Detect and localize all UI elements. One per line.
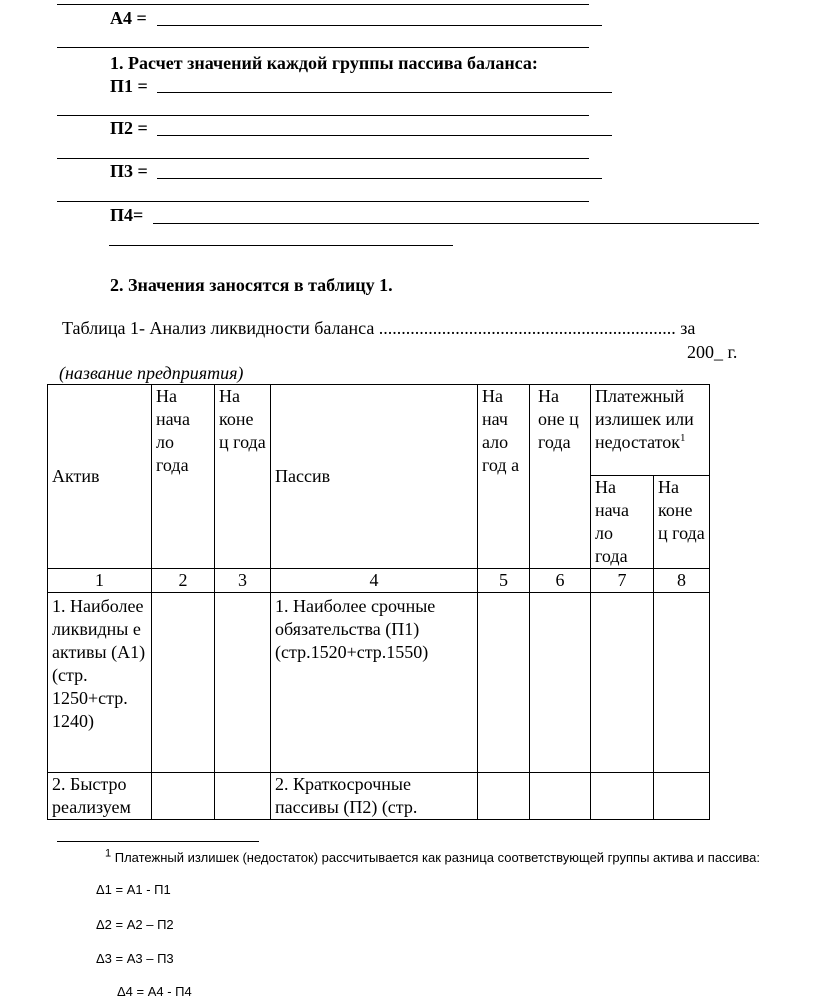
header-passive: Пассив [271, 385, 478, 569]
header-surplus-end: На коне ц года [654, 476, 710, 569]
col-number-4: 4 [271, 569, 478, 593]
enterprise-name-hint: (название предприятия) [59, 363, 244, 383]
rule-after-p3 [57, 201, 589, 202]
table-row [48, 593, 710, 773]
header-end-year-passive: На оне ц года [530, 385, 591, 569]
row1-cell-7[interactable] [591, 593, 654, 773]
row2-cell-6[interactable] [530, 773, 591, 820]
header-end-year: На коне ц года [215, 385, 271, 569]
footnote-ref: 1 [679, 432, 686, 444]
footnote-delta-1: Δ1 = А1 - П1 [96, 882, 171, 897]
col-number-7: 7 [591, 569, 654, 593]
formula-a4-label: А4 = [110, 8, 147, 28]
footnote-separator [57, 841, 259, 842]
formula-p3-blank [157, 178, 602, 179]
heading-table-entry: 2. Значения заносятся в таблицу 1. [110, 275, 393, 295]
row1-active: 1. Наиболее ликвидны е активы (А1) (стр. 1250+стр. 1240) [48, 593, 152, 773]
liquidity-table [47, 384, 710, 820]
formula-p2-blank [157, 135, 612, 136]
row2-active: 2. Быстро реализуем [48, 773, 152, 820]
footnote-delta-4: Δ4 = А4 - П4 [117, 984, 192, 999]
table-caption: Таблица 1- Анализ ликвидности баланса .................................................................. за [62, 318, 696, 338]
formula-p3-label: П3 = [110, 161, 148, 181]
row1-cell-3[interactable] [215, 593, 271, 773]
footnote-body: Платежный излишек (недостаток) рассчитывается как разница соответствующей группы актива и пассива: [111, 850, 760, 865]
header-active: Актив [48, 385, 152, 569]
footnote-text [105, 847, 760, 865]
header-start-year: На нача ло года [152, 385, 215, 569]
row2-cell-8[interactable] [654, 773, 710, 820]
col-number-8: 8 [654, 569, 710, 593]
formula-p4-blank [153, 223, 759, 224]
row2-cell-2[interactable] [152, 773, 215, 820]
header-surplus [591, 385, 710, 476]
footnote-delta-3: Δ3 = А3 – П3 [96, 951, 174, 966]
formula-p4-label: П4= [110, 205, 144, 225]
col-number-2: 2 [152, 569, 215, 593]
formula-p1-blank [157, 92, 612, 93]
table-row [48, 773, 710, 820]
header-surplus-text: Платежный излишек или недостаток [595, 386, 694, 452]
table-caption-year: 200_ г. [687, 342, 738, 362]
row2-cell-7[interactable] [591, 773, 654, 820]
formula-p1-label: П1 = [110, 76, 148, 96]
row1-cell-6[interactable] [530, 593, 591, 773]
col-number-3: 3 [215, 569, 271, 593]
rule-after-p1 [57, 115, 589, 116]
row1-cell-8[interactable] [654, 593, 710, 773]
formula-p4-blank-2 [109, 245, 453, 246]
row2-cell-3[interactable] [215, 773, 271, 820]
footnote-delta-2: Δ2 = А2 – П2 [96, 917, 174, 932]
row1-passive: 1. Наиболее срочные обязательства (П1) (стр.1520+стр.1550) [271, 593, 478, 773]
rule-after-a4 [57, 47, 589, 48]
row1-cell-2[interactable] [152, 593, 215, 773]
formula-p2-label: П2 = [110, 118, 148, 138]
col-number-1: 1 [48, 569, 152, 593]
header-start-year-passive: На нач ало год а [478, 385, 530, 569]
rule-after-p2 [57, 158, 589, 159]
header-surplus-start: На нача ло года [591, 476, 654, 569]
row2-cell-5[interactable] [478, 773, 530, 820]
row1-cell-5[interactable] [478, 593, 530, 773]
row2-passive: 2. Краткосрочные пассивы (П2) (стр. [271, 773, 478, 820]
col-number-6: 6 [530, 569, 591, 593]
col-number-5: 5 [478, 569, 530, 593]
formula-a4-blank [157, 25, 602, 26]
footnote-mark: 1 [105, 847, 112, 860]
rule-top [57, 4, 589, 5]
heading-calc-passive: 1. Расчет значений каждой группы пассива баланса: [110, 53, 538, 73]
